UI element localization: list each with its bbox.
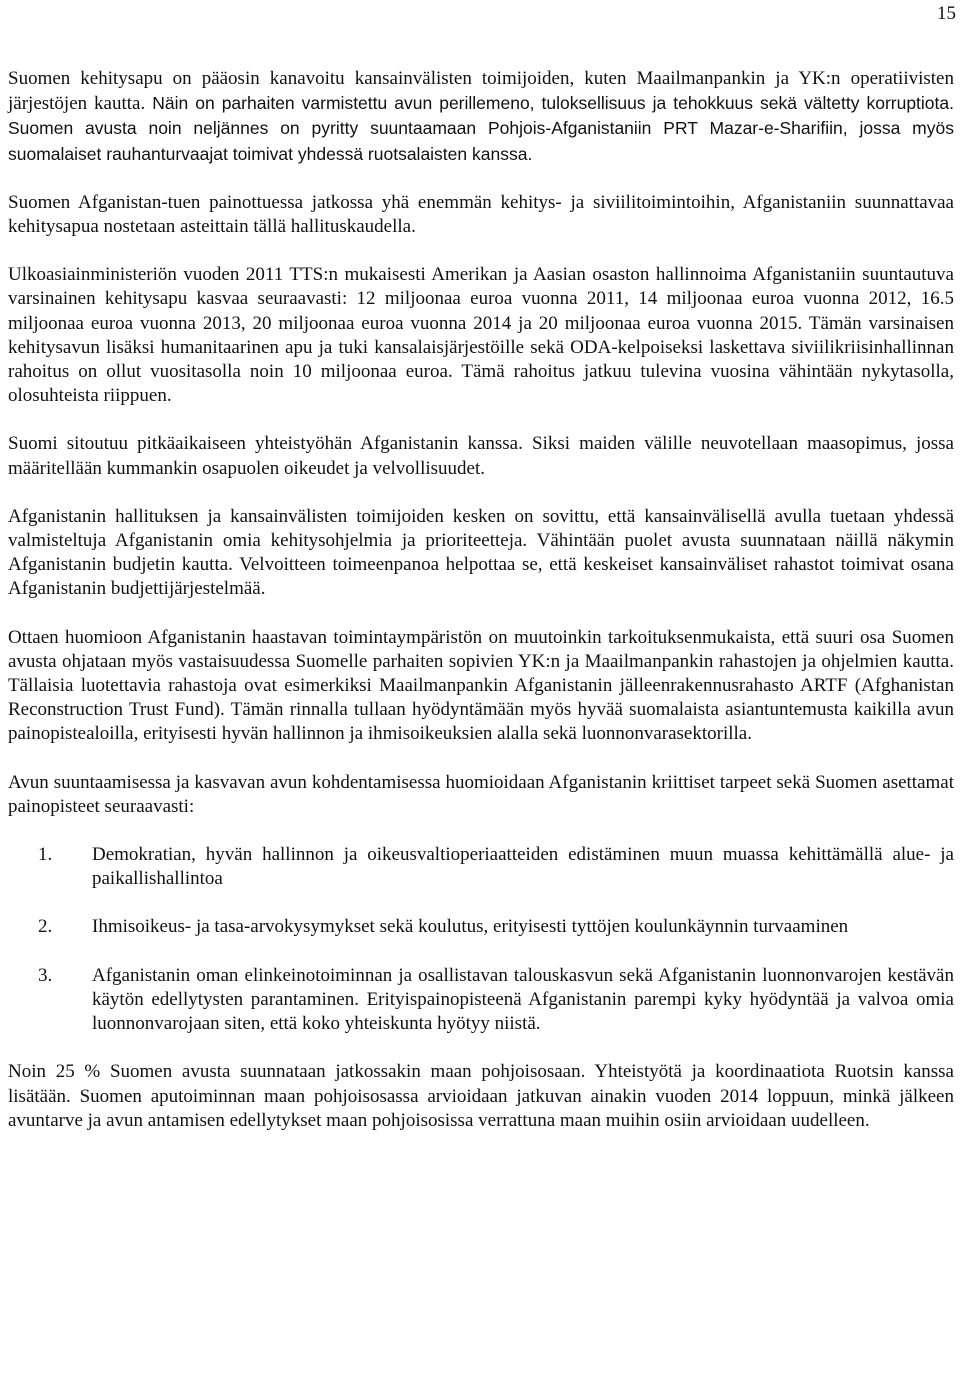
list-item bbox=[8, 915, 954, 939]
priority-list bbox=[8, 843, 954, 1036]
paragraph-funding-schedule: Ulkoasiainministeriön vuoden 2011 TTS:n mukaisesti Amerikan ja Aasian osaston hallinnoima Afganistaniin suuntautuva varsinainen kehitysapu kasvaa seuraavasti: 12 miljoonaa euroa vuonna 2011, 14 miljoonaa euroa vuonna 2012, 16.5 miljoonaa euroa vuonna 2013, 20 miljoonaa euroa vuonna 2014 ja 20 miljoonaa euroa vuonna 2015. Tämän varsinaisen kehitysavun lisäksi humanitaarinen apu ja tuki kansalaisjärjestöille sekä ODA-kelpoiseksi laskettava siviilikriisinhallinnan rahoitus on ollut vuositasolla noin 10 miljoonaa euroa. Tämä rahoitus jatkuu tulevina vuosina vähintään nykytasolla, olosuhteista riippuen. bbox=[8, 264, 954, 407]
document-body bbox=[8, 67, 954, 1133]
list-item bbox=[8, 843, 954, 891]
list-item-text: Afganistanin oman elinkeinotoiminnan ja osallistavan talouskasvun sekä Afganistanin luonnonvarojen kestävän käytön edellytysten parantaminen. Erityispainopisteenä Afganistanin parempi kyky hyödyntää ja valvoa omia luonnonvarojaan siten, että koko yhteiskunta hyötyy niistä. bbox=[92, 964, 954, 1035]
paragraph-long-term-commitment: Suomi sitoutuu pitkäaikaiseen yhteistyöhän Afganistanin kanssa. Siksi maiden välille neuvotellaan maasopimus, jossa määritellään kummankin osapuolen oikeudet ja velvollisuudet. bbox=[8, 433, 954, 479]
list-item-text: Demokratian, hyvän hallinnon ja oikeusvaltioperiaatteiden edistäminen muun muassa kehittämällä alue- ja paikallishallintoa bbox=[92, 844, 954, 890]
paragraph-aid-channels-intro: Suomen kehitysapu on pääosin kanavoitu kansainvälisten toimijoiden, kuten Maailmanpankin ja YK:n operatiivisten järjestöjen kautta. bbox=[8, 68, 954, 115]
paragraph-aid-channels-sans: Näin on parhaiten varmistettu avun perillemeno, tuloksellisuus ja tehokkuus sekä vältetty korruptiota. Suomen avusta noin neljännes on pyritty suuntaamaan Pohjois-Afganistaniin PRT Mazar-e-Sharifiin, jossa myös suomalaiset rauhanturvaajat toimivat yhdessä ruotsalaisten kanssa. bbox=[8, 93, 954, 164]
list-item bbox=[8, 964, 954, 1037]
paragraph-priorities-intro: Avun suuntaamisessa ja kasvavan avun kohdentamisessa huomioidaan Afganistanin kriittiset tarpeet sekä Suomen asettamat painopisteet seuraavasti: bbox=[8, 771, 954, 817]
paragraph-development-focus: Suomen Afganistan-tuen painottuessa jatkossa yhä enemmän kehitys- ja siviilitoimintoihin, Afganistaniin suunnattavaa kehitysapua nostetaan asteittain tällä hallituskaudella. bbox=[8, 191, 954, 238]
list-item-number: 3. bbox=[38, 964, 53, 986]
paragraph-joint-programmes: Afganistanin hallituksen ja kansainvälisten toimijoiden kesken on sovittu, että kansainvälisellä avulla tuetaan yhdessä valmisteltuja Afganistanin omia kehitysohjelmia ja prioriteetteja. Vähintään puolet avusta suunnataan näillä näkymin Afganistanin budjetin kautta. Velvoitteen toimeenpanoa helpottaa se, että keskeiset kansainväliset rahastot toimivat osana Afganistanin budjettijärjestelmää. bbox=[8, 505, 954, 600]
paragraph-northern-focus: Noin 25 % Suomen avusta suunnataan jatkossakin maan pohjoisosaan. Yhteistyötä ja koordinaatiota Ruotsin kanssa lisätään. Suomen aputoiminnan maan pohjoisosassa arvioidaan jatkuvan ainakin vuoden 2014 loppuun, minkä jälkeen avuntarve ja avun antamisen edellytykset maan pohjoisosissa verrattuna maan muihin osiin arvioidaan uudelleen. bbox=[8, 1061, 954, 1131]
list-item-text: Ihmisoikeus- ja tasa-arvokysymykset sekä koulutus, erityisesti tyttöjen koulunkäynnin turvaaminen bbox=[92, 916, 849, 938]
paragraph-operating-environment: Ottaen huomioon Afganistanin haastavan toimintaympäristön on muutoinkin tarkoituksenmukaista, että suuri osa Suomen avusta ohjataan myös vastaisuudessa Suomelle parhaiten sopivien YK:n ja Maailmanpankin rahastojen ja ohjelmien kautta. Tällaisia luotettavia rahastoja ovat esimerkiksi Maailmanpankin Afganistanin jälleenrakennusrahasto ARTF (Afghanistan Reconstruction Trust Fund). Tämän rinnalla tullaan hyödyntämään myös hyvää suomalaista asiantuntemusta kaikilla avun painopistealoilla, erityisesti hyvän hallinnon ja ihmisoikeuksien alalla sekä luonnonvarasektorilla. bbox=[8, 626, 954, 745]
page-number: 15 bbox=[937, 3, 956, 24]
list-item-number: 2. bbox=[38, 916, 53, 938]
list-item-number: 1. bbox=[38, 844, 53, 866]
paragraph-aid-channels bbox=[8, 67, 954, 167]
